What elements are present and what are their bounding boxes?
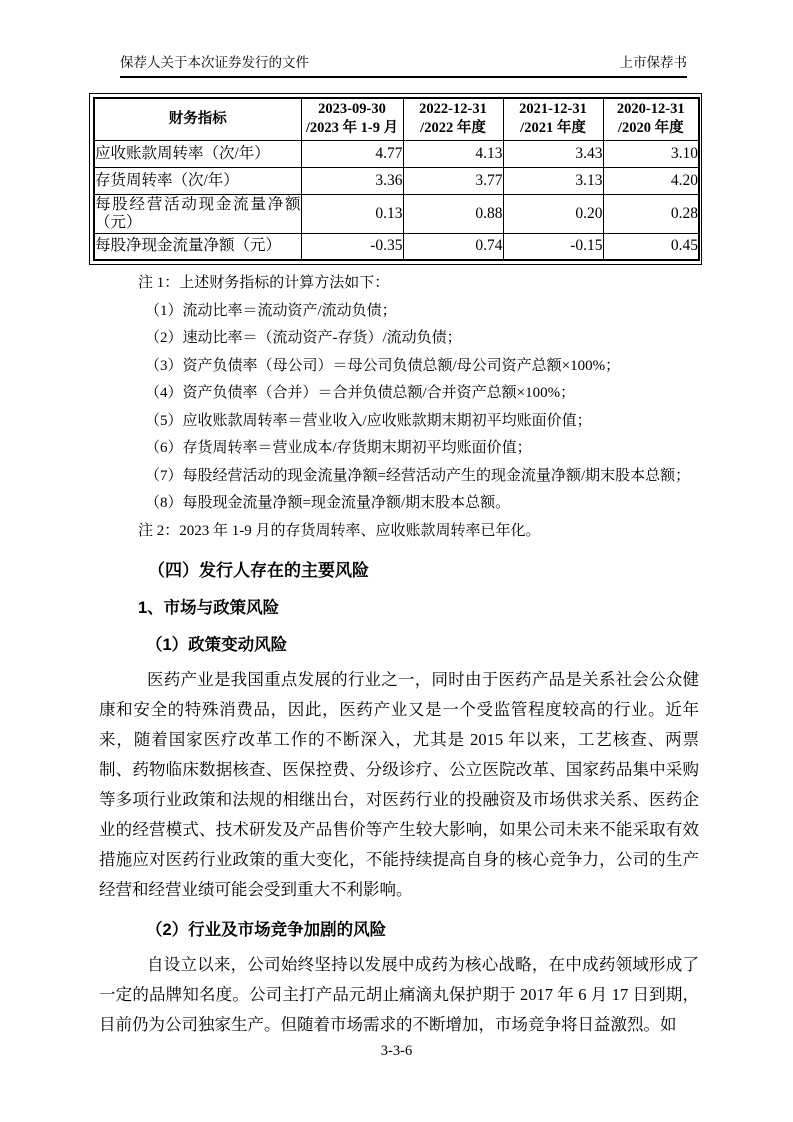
cell-value: 3.77 (403, 167, 503, 194)
paragraph-competition-risk: 自设立以来，公司始终坚持以发展中成药为核心战略，在中成药领域形成了一定的品牌知名度。公司主打产品元胡止痛滴丸保护期于 2017 年 6 月 17 日到期，目前仍为公司独家生产。但随着市场需求的不断增加，市场竞争将日益激烈。如 (99, 955, 699, 1034)
note-formula-net-cashflow-per-share: （8）每股现金流量净额=现金流量净额/期末股本总额。 (145, 495, 511, 511)
row-label: 每股经营活动现金流量净额（元） (94, 194, 301, 233)
cell-value: 4.13 (403, 140, 503, 167)
paragraph-policy-change-risk: 医药产业是我国重点发展的行业之一，同时由于医药产品是关系社会公众健康和安全的特殊消费品，因此，医药产业又是一个受监管程度较高的行业。近年来，随着国家医疗改革工作的不断深入，尤其是 2015 年以来，工艺核查、两票制、药物临床数据核查、医保控费、分级诊疗、公立医院改革、国家药品集中采购等多项行业政策和法规的相继出台，对医药行业的投融资及市场供求关系、医药企业的经营模式、技术研发及产品售价等产生较大影响，如果公司未来不能采取有效措施应对医药行业政策的重大变化，不能持续提高自身的核心竞争力，公司的生产经营和经营业绩可能会受到重大不利影响。 (99, 670, 699, 899)
column-header-label: 财务指标 (168, 110, 227, 127)
table-row-receivables-turnover (94, 140, 699, 167)
column-header-2022: 2022-12-31 /2022 年度 (403, 98, 503, 140)
note-formula-inventory-turnover: （6）存货周转率＝营业成本/存货期末期初平均账面价值； (145, 440, 532, 456)
column-header-2020: 2020-12-31 /2020 年度 (603, 98, 699, 140)
header-left-title: 保荐人关于本次证券发行的文件 (120, 55, 309, 70)
page-header (120, 0, 687, 78)
section-heading-main-risks: （四）发行人存在的主要风险 (148, 561, 369, 580)
cell-value: 0.74 (403, 233, 503, 260)
table-row-inventory-turnover (94, 167, 699, 194)
cell-value: 4.77 (301, 140, 403, 167)
cell-value: 0.20 (503, 194, 603, 233)
column-header-2023: 2023-09-30 /2023 年 1-9 月 (301, 98, 403, 140)
cell-value: 0.13 (301, 194, 403, 233)
section-heading-policy-change-risk: （1）政策变动风险 (146, 636, 288, 654)
note-formula-debt-ratio-parent: （3）资产负债率（母公司）＝母公司负债总额/母公司资产总额×100%； (145, 357, 621, 374)
note-1: 注 1：上述财务指标的计算方法如下： (138, 275, 390, 291)
note-2: 注 2：2023 年 1-9 月的存货周转率、应收账款周转率已年化。 (138, 522, 541, 539)
financial-indicators-table (93, 97, 700, 261)
row-label: 每股净现金流量净额（元） (94, 233, 301, 260)
row-label: 应收账款周转率（次/年） (94, 140, 301, 167)
notes-section (99, 270, 699, 545)
note-formula-quick-ratio: （2）速动比率＝（流动资产-存货）/流动负债； (145, 330, 462, 346)
cell-value: 0.28 (603, 194, 699, 233)
cell-value: 3.13 (503, 167, 603, 194)
cell-value: -0.15 (503, 233, 603, 260)
cell-value: 3.43 (503, 140, 603, 167)
cell-value: 0.88 (403, 194, 503, 233)
column-header-indicator (94, 98, 301, 140)
cell-value: 0.45 (603, 233, 699, 260)
cell-value: 3.10 (603, 140, 699, 167)
cell-value: 3.36 (301, 167, 403, 194)
header-right-title: 上市保荐书 (619, 55, 687, 70)
table-header-row (94, 98, 699, 140)
table-row-operating-cashflow-per-share (94, 194, 699, 233)
page-content (95, 93, 699, 1040)
section-heading-market-policy-risk: 1、市场与政策风险 (138, 599, 280, 617)
financial-table-outer-border (89, 93, 702, 265)
row-label: 存货周转率（次/年） (94, 167, 301, 194)
note-formula-operating-cashflow-per-share: （7）每股经营活动的现金流量净额=经营活动产生的现金流量净额/期末股本总额； (145, 467, 691, 484)
table-row-net-cashflow-per-share (94, 233, 699, 260)
page-number: 3-3-6 (380, 1043, 413, 1059)
cell-value: 4.20 (603, 167, 699, 194)
cell-value: -0.35 (301, 233, 403, 260)
note-formula-receivables-turnover: （5）应收账款周转率＝营业收入/应收账款期末期初平均账面价值； (145, 412, 592, 429)
section-heading-competition-risk: （2）行业及市场竞争加剧的风险 (146, 921, 387, 939)
note-formula-current-ratio: （1）流动比率＝流动资产/流动负债； (145, 302, 397, 319)
note-formula-debt-ratio-consolidated: （4）资产负债率（合并）＝合并负债总额/合并资产总额×100%； (145, 385, 576, 401)
column-header-2021: 2021-12-31 /2021 年度 (503, 98, 603, 140)
